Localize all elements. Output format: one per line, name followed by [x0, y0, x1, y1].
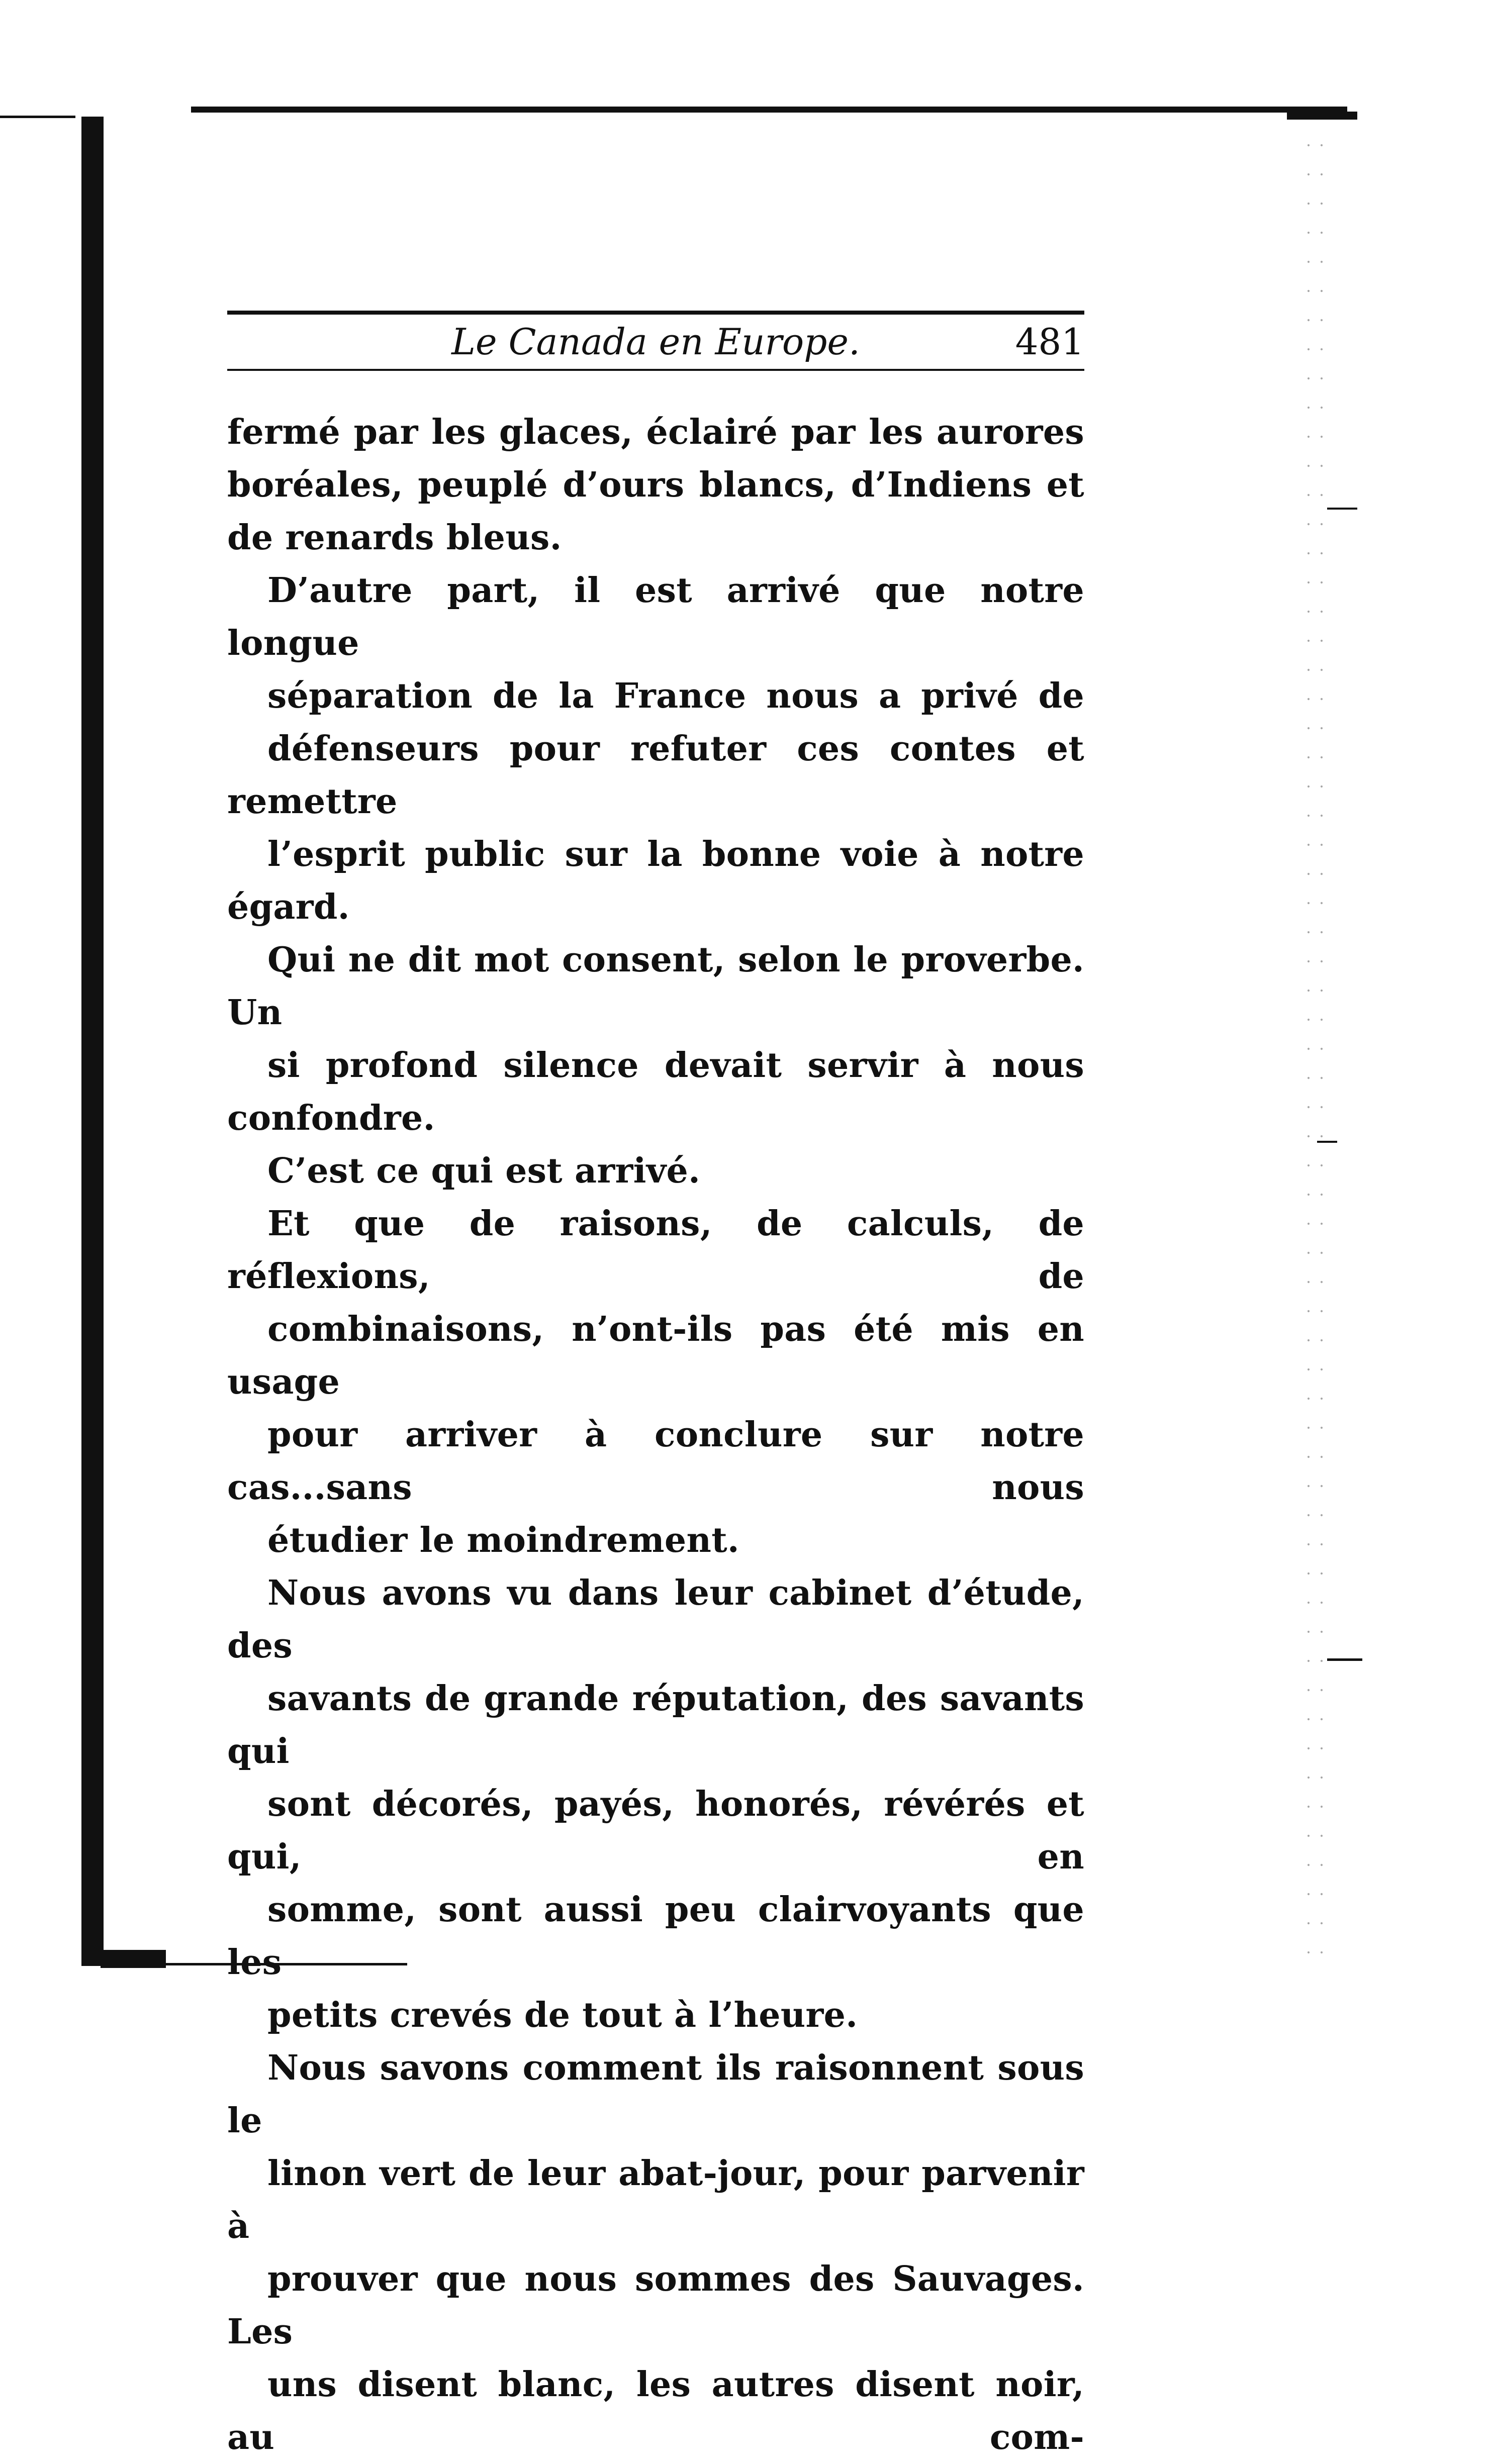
text-line: C’est ce qui est arrivé.	[267, 1151, 701, 1191]
text-line: uns disent blanc, les autres disent noir, au com-	[227, 2364, 1084, 2457]
scan-edge-mark	[1327, 508, 1357, 510]
scan-edge-mark	[1327, 1658, 1362, 1661]
book-page	[227, 311, 1084, 2464]
paragraph	[227, 1198, 1084, 1567]
text-line: fermé par les glaces, éclairé par les aurores	[227, 412, 1084, 452]
scan-top-border-tail	[1287, 112, 1357, 120]
text-line: Nous savons comment ils raisonnent sous le	[227, 2048, 1084, 2141]
text-line: sont décorés, payés, honorés, révérés et qui, en	[227, 1784, 1084, 1877]
running-head	[227, 315, 1084, 369]
text-line: savants de grande réputation, des savants qui	[227, 1679, 1084, 1771]
text-line: D’autre part, il est arrivé que notre longue	[227, 570, 1084, 663]
text-line: Nous avons vu dans leur cabinet d’étude, des	[227, 1573, 1084, 1666]
paragraph	[227, 406, 1084, 564]
text-line: combinaisons, n’ont-ils pas été mis en usage	[227, 1309, 1084, 1402]
text-line: étudier le moindrement.	[267, 1520, 739, 1560]
paragraph	[227, 564, 1084, 1198]
text-line: défenseurs pour refuter ces contes et remettre	[227, 729, 1084, 822]
text-line: si profond silence devait servir à nous confondre.	[227, 1045, 1084, 1138]
scan-edge-mark	[0, 116, 75, 118]
text-line: Et que de raisons, de calculs, de réflexions, de	[227, 1204, 1084, 1297]
body-text	[227, 406, 1084, 2464]
header-top-rule	[227, 311, 1084, 315]
running-title: Le Canada en Europe.	[451, 321, 860, 363]
text-line: linon vert de leur abat-jour, pour parvenir à	[227, 2153, 1084, 2246]
text-line: pour arriver à conclure sur notre cas...sans nous	[227, 1415, 1084, 1508]
text-line: séparation de la France nous a privé de	[267, 676, 1084, 716]
text-line: prouver que nous sommes des Sauvages. Les	[227, 2259, 1084, 2352]
header-bottom-rule	[227, 369, 1084, 371]
paragraph	[227, 1567, 1084, 2042]
paragraph	[227, 2042, 1084, 2464]
text-line: somme, sont aussi peu clairvoyants que les	[227, 1890, 1084, 1983]
page-number: 481	[1015, 321, 1084, 363]
text-line: de renards bleus.	[227, 518, 562, 558]
text-line: petits crevés de tout à l’heure.	[267, 1995, 858, 2035]
scan-top-border	[191, 107, 1347, 113]
text-line: boréales, peuplé d’ours blancs, d’Indiens et	[227, 465, 1084, 505]
scan-binding-shadow	[81, 117, 104, 1966]
text-line: l’esprit public sur la bonne voie à notre égard.	[227, 834, 1084, 927]
scan-page-edge-specks	[1302, 131, 1327, 1960]
text-line: Qui ne dit mot consent, selon le proverbe. Un	[227, 940, 1084, 1033]
